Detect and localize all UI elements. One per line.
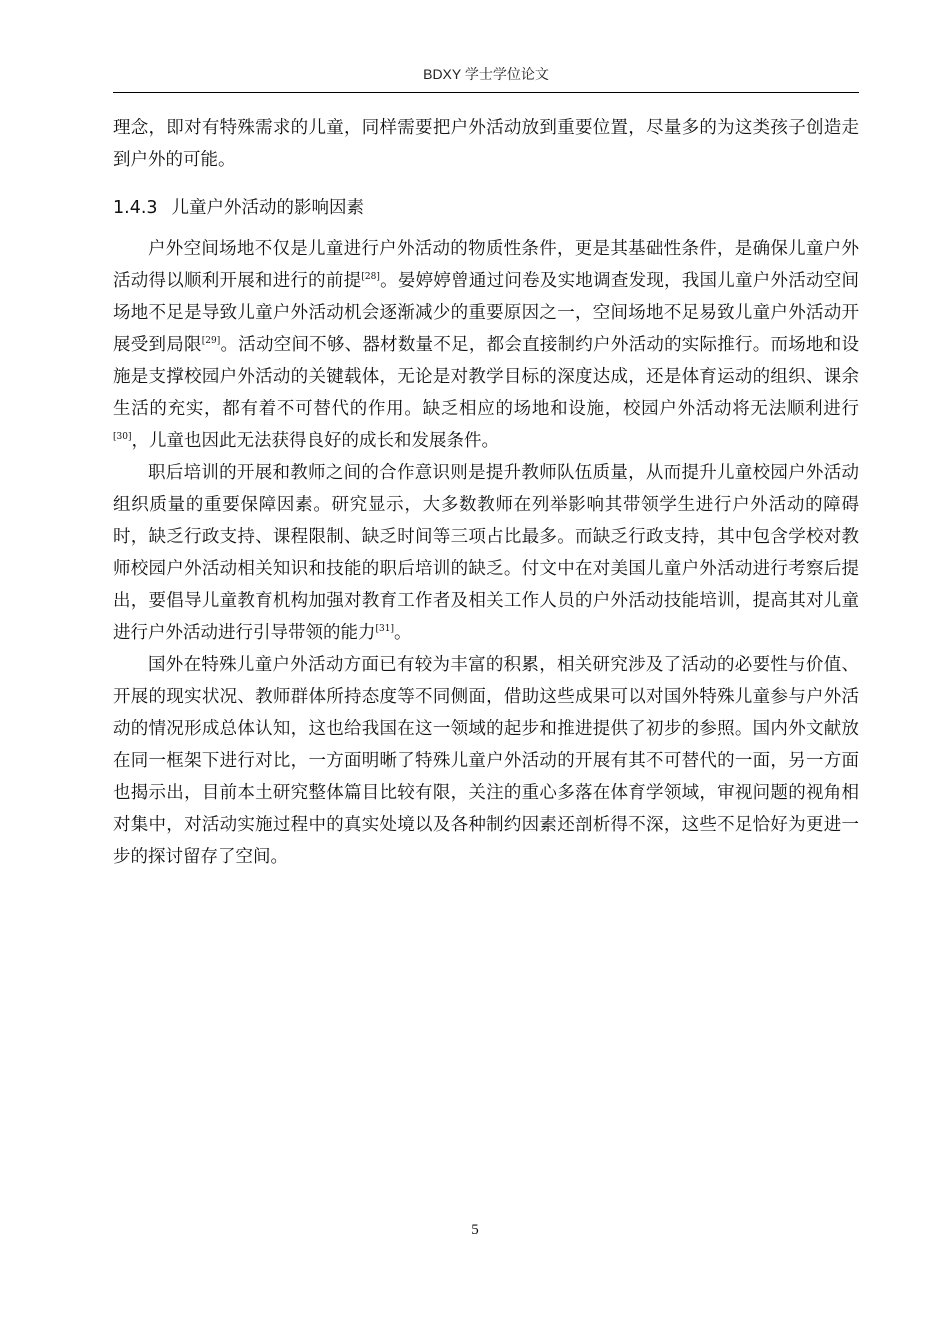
citation-29: [29] [201,336,221,347]
section-title: 儿童户外活动的影响因素 [171,198,365,218]
paragraph-1-text-a: 户外空间场地不仅是儿童进行户外活动的物质性条件，更是其基础性条件，是确保儿童户外活动得以顺利开展和进行的前提 [113,239,859,291]
citation-30: [30] [113,432,132,443]
paragraph-1-text-d: ，儿童也因此无法获得良好的成长和发展条件。 [131,431,499,451]
intro-paragraph: 理念，即对有特殊需求的儿童，同样需要把户外活动放到重要位置，尽量多的为这类孩子创造走到户外的可能。 [113,118,859,170]
page-body [113,112,859,873]
paragraph-1-text-b: 。晏婷婷曾通过问卷及实地调查发现，我国儿童户外活动空间场地不足是导致儿童户外活动机会逐渐减少的重要原因之一，空间场地不足易致儿童户外活动开展受到局限 [113,271,859,355]
citation-28: [28] [361,272,380,283]
page-header [113,60,859,93]
section-number: 1.4.3 [113,198,158,218]
paragraph-2-text-b: 。 [393,623,412,643]
citation-31: [31] [375,624,394,635]
page-number: 5 [471,1222,479,1238]
page-footer [0,1222,950,1239]
paragraph-1 [113,233,859,457]
paragraph-3: 国外在特殊儿童户外活动方面已有较为丰富的积累，相关研究涉及了活动的必要性与价值、开展的现实状况、教师群体所持态度等不同侧面，借助这些成果可以对国外特殊儿童参与户外活动的情况形成总体认知，这也给我国在这一领域的起步和推进提供了初步的参照。国内外文献放在同一框架下进行对比，一方面明晰了特殊儿童户外活动的开展有其不可替代的一面，另一方面也揭示出，目前本土研究整体篇目比较有限，关注的重心多落在体育学领域，审视问题的视角相对集中，对活动实施过程中的真实处境以及各种制约因素还剖析得不深，这些不足恰好为更进一步的探讨留存了空间。 [113,655,859,867]
paragraph-2 [113,457,859,649]
section-heading [113,192,859,224]
paragraph-1-text-c: 。活动空间不够、器材数量不足，都会直接制约户外活动的实际推行。而场地和设施是支撑校园户外活动的关键载体，无论是对教学目标的深度达成，还是体育运动的组织、课余生活的充实，都有着不可替代的作用。缺乏相应的场地和设施，校园户外活动将无法顺利进行 [113,335,860,419]
header-title: BDXY 学士学位论文 [423,66,549,82]
paragraph-2-text-a: 职后培训的开展和教师之间的合作意识则是提升教师队伍质量，从而提升儿童校园户外活动组织质量的重要保障因素。研究显示，大多数教师在列举影响其带领学生进行户外活动的障碍时，缺乏行政支持、课程限制、缺乏时间等三项占比最多。而缺乏行政支持，其中包含学校对教师校园户外活动相关知识和技能的职后培训的缺乏。付文中在对美国儿童户外活动进行考察后提出，要倡导儿童教育机构加强对教育工作者及相关工作人员的户外活动技能培训，提高其对儿童进行户外活动进行引导带领的能力 [113,463,859,643]
